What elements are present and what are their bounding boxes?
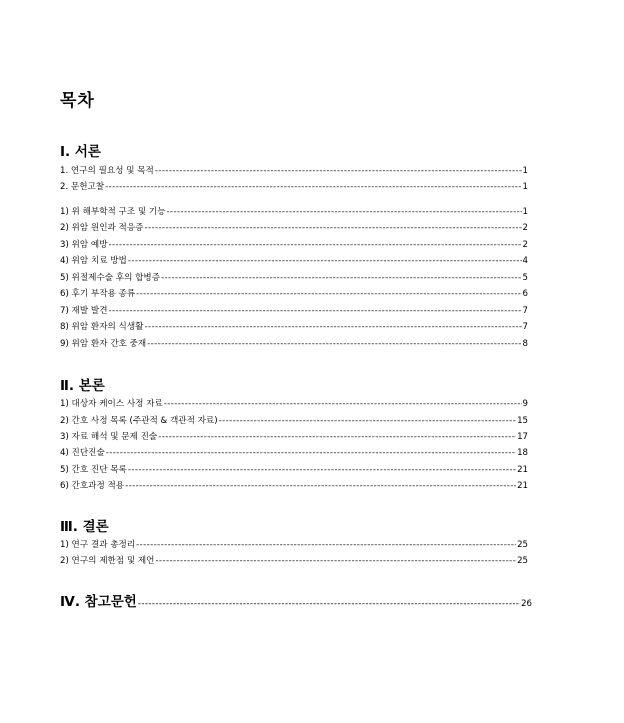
toc-entry-label: 4) 진단진술 xyxy=(60,448,105,458)
toc-entry-label: 7) 재발 발견 xyxy=(60,306,108,316)
toc-entry-label: 9) 위암 환자 간호 중재 xyxy=(60,339,147,349)
toc-entry xyxy=(60,205,528,219)
toc-entry xyxy=(60,320,528,334)
dot-leader xyxy=(167,205,522,219)
toc-entry xyxy=(60,287,528,301)
dot-leader xyxy=(144,320,521,334)
toc-entry xyxy=(60,254,528,268)
toc-entry-page-number: 5 xyxy=(522,273,528,283)
dot-leader xyxy=(105,180,521,194)
toc-entry-page-number: 21 xyxy=(517,481,528,491)
toc-entry xyxy=(60,538,528,552)
toc-entry-page-number: 2 xyxy=(522,240,528,250)
toc-entry-page-number: 7 xyxy=(522,322,528,332)
toc-entry-page-number: 1 xyxy=(522,182,528,192)
dot-leader xyxy=(128,463,516,477)
dot-leader xyxy=(136,287,521,301)
toc-entry xyxy=(60,397,528,411)
toc-entry-label: 1) 위 해부학적 구조 및 기능 xyxy=(60,207,166,217)
toc-entry-label: 1) 대상자 케이스 사정 자료 xyxy=(60,399,163,409)
toc-entry-label: 3) 자료 해석 및 문제 진술 xyxy=(60,432,158,442)
dot-leader xyxy=(106,446,516,460)
references-heading: Ⅳ. 참고문헌 xyxy=(60,594,137,610)
toc-entry-page-number: 6 xyxy=(522,289,528,299)
dot-leader xyxy=(158,430,516,444)
toc-entry-page-number: 18 xyxy=(517,448,528,458)
toc-entry-label: 1. 연구의 필요성 및 목적 xyxy=(60,166,154,176)
toc-title: 목차 xyxy=(60,91,95,111)
toc-entry-label: 1) 연구 결과 총정리 xyxy=(60,540,136,550)
toc-entry-page-number: 7 xyxy=(522,306,528,316)
toc-entry-label: 5) 간호 진단 목록 xyxy=(60,465,127,475)
dot-leader xyxy=(136,538,516,552)
dot-leader xyxy=(164,397,522,411)
toc-entry-label: 2) 연구의 제한점 및 제언 xyxy=(60,556,155,566)
toc-entry-page-number: 8 xyxy=(522,339,528,349)
toc-entry xyxy=(60,414,528,428)
toc-entry-label: 2. 문헌고찰 xyxy=(60,182,105,192)
section-heading: Ⅲ. 결론 xyxy=(60,519,109,535)
dot-leader xyxy=(144,221,521,235)
toc-entry xyxy=(60,221,528,235)
toc-entry-label: 8) 위암 환자의 식생활 xyxy=(60,322,144,332)
toc-entry-page-number: 21 xyxy=(517,465,528,475)
toc-entry xyxy=(60,180,528,194)
toc-entry-label: 5) 위절제수술 후의 합병증 xyxy=(60,273,161,283)
toc-entry-page-number: 15 xyxy=(517,416,528,426)
toc-entry xyxy=(60,238,528,252)
toc-entry-label: 4) 위암 치료 방법 xyxy=(60,256,127,266)
dot-leader xyxy=(109,238,522,252)
section-heading: Ⅰ. 서론 xyxy=(60,144,101,160)
dot-leader xyxy=(138,599,520,609)
toc-entry-page-number: 9 xyxy=(522,399,528,409)
toc-entry-page-number: 1 xyxy=(522,207,528,217)
dot-leader xyxy=(161,271,521,285)
toc-entry xyxy=(60,271,528,285)
toc-entry-page-number: 4 xyxy=(522,256,528,266)
toc-entry-page-number: 17 xyxy=(517,432,528,442)
dot-leader xyxy=(147,337,521,351)
toc-entry xyxy=(60,337,528,351)
toc-entry xyxy=(60,554,528,568)
toc-entry-label: 6) 후기 부작용 종류 xyxy=(60,289,136,299)
dot-leader xyxy=(128,254,522,268)
toc-entry xyxy=(60,479,528,493)
references-entry xyxy=(60,590,532,610)
dot-leader xyxy=(125,479,516,493)
toc-entry-label: 6) 간호과정 적용 xyxy=(60,481,125,491)
toc-entry-label: 2) 간호 사정 목록 (주관적 & 객관적 자료) xyxy=(60,416,218,426)
toc-entry xyxy=(60,446,528,460)
toc-entry-label: 2) 위암 원인과 적응증 xyxy=(60,223,144,233)
section-heading: Ⅱ. 본론 xyxy=(60,378,105,394)
toc-entry xyxy=(60,463,528,477)
toc-entry-page-number: 1 xyxy=(522,166,528,176)
toc-entry-page-number: 25 xyxy=(517,540,528,550)
dot-leader xyxy=(155,164,522,178)
dot-leader xyxy=(109,304,522,318)
dot-leader xyxy=(219,414,516,428)
toc-entry-page-number: 25 xyxy=(517,556,528,566)
dot-leader xyxy=(155,554,516,568)
toc-entry xyxy=(60,430,528,444)
toc-entry-label: 3) 위암 예방 xyxy=(60,240,108,250)
references-page-number: 26 xyxy=(521,599,532,609)
toc-entry xyxy=(60,164,528,178)
toc-entry xyxy=(60,304,528,318)
toc-entry-page-number: 2 xyxy=(522,223,528,233)
